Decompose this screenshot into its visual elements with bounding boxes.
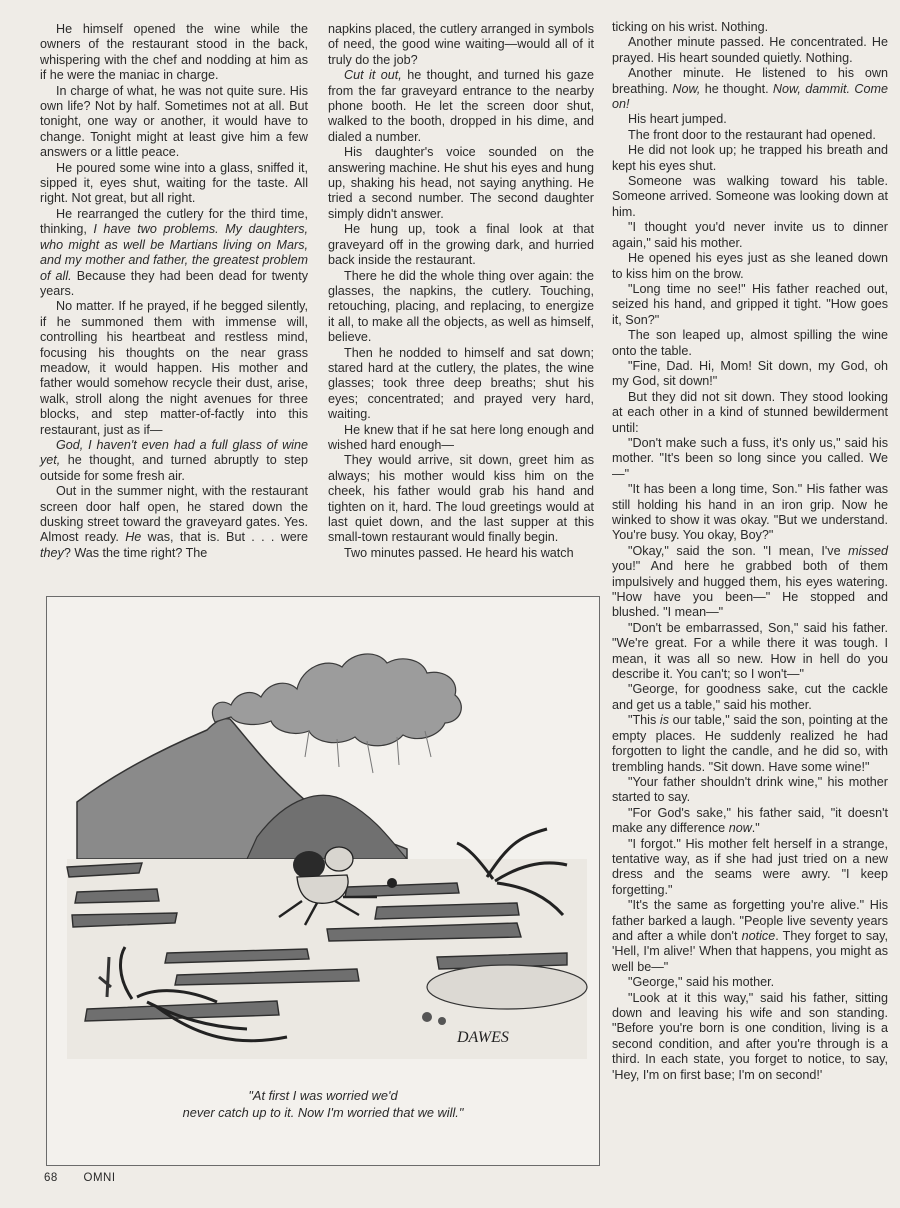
- text-run: Then he nodded to himself and sat down; stared hard at the cutlery, the plates, the wine glasses; took three deep breaths; shut his eyes; concentrated; and prayed very hard, waiting.: [328, 345, 594, 422]
- cartoon-caption: [47, 1087, 599, 1121]
- text-run: He himself opened the wine while the owners of the restaurant stood in the back, whispering with the chef and nodding at him as if he were the maniac in charge.: [40, 22, 308, 83]
- paragraph: [612, 837, 888, 899]
- paragraph: [40, 438, 308, 484]
- stone: [422, 1012, 432, 1022]
- text-run: "Okay," said the son. "I mean, I've: [628, 543, 849, 558]
- text-run: you!" And here he grabbed both of them impulsively and hugged them, his eyes watering. "How have you been—" He stopped and blushed. "I mean—": [612, 559, 888, 620]
- text-run: He opened his eyes just as she leaned down to kiss him on the brow.: [612, 251, 888, 281]
- italic-text: Now, dammit. Come on!: [612, 81, 888, 112]
- text-run: Another minute. He listened to his own breathing.: [612, 66, 888, 96]
- text-run: The front door to the restaurant had opened.: [628, 127, 876, 142]
- text-run: "Don't make such a fuss, it's only us," said his mother. "It's been so long since you called. We—": [612, 435, 888, 481]
- paragraph: [328, 145, 594, 222]
- paragraph: [612, 174, 888, 220]
- caption-line-1: "At first I was worried we'd: [248, 1088, 398, 1103]
- page-footer: [44, 1172, 138, 1184]
- paragraph: [328, 22, 594, 68]
- paragraph: [612, 544, 888, 621]
- cartoon-panel: [46, 596, 600, 1166]
- text-run: "Don't be embarrassed, Son," said his father. "We're great. For a while there it was tough. I mean, it was all so new. How in hell do you describe it. You can't; so I won't—": [612, 620, 888, 682]
- italic-text: missed: [848, 543, 888, 558]
- text-run: . They forget to say, 'Hell, I'm alive!' When that happens, you might as well be—": [612, 928, 888, 974]
- paragraph: [612, 991, 888, 1083]
- text-run: "Long time no see!" His father reached out, seized his hand, and gripped it tight. "How goes it, Son?": [612, 281, 888, 327]
- text-run: "Fine, Dad. Hi, Mom! Sit down, my God, oh my God, sit down!": [612, 358, 888, 389]
- italic-text: is: [659, 713, 669, 728]
- smoke-cloud: [212, 654, 461, 746]
- paragraph: [612, 220, 888, 251]
- text-run: our table," said the son, pointing at the empty places. He suddenly realized he had forgotten to light the candle, and he did so, with trembling hands. "Sit down. Have some wine!": [612, 713, 888, 774]
- italic-text: notice: [741, 928, 776, 943]
- text-run: he thought.: [700, 81, 773, 96]
- italic-text: Cut it out,: [344, 68, 402, 83]
- text-run: There he did the whole thing over again: the glasses, the napkins, the cutlery. Touching, retouching, placing, and replacing, to energize it all, to make all the objects, as well as himself, believe.: [328, 268, 594, 345]
- text-run: But they did not sit down. They stood looking at each other in a kind of stunned bewilderment until:: [612, 389, 888, 435]
- text-run: Another minute passed. He concentrated. He prayed. His heart sounded quietly. Nothing.: [612, 35, 888, 65]
- text-run: He hung up, took a final look at that graveyard off in the growing dark, and hurried back inside the restaurant.: [328, 222, 594, 268]
- paragraph: [612, 390, 888, 436]
- text-run: Someone was walking toward his table. Someone arrived. Someone was looking down at him.: [612, 174, 888, 219]
- page-number: 68: [44, 1172, 58, 1184]
- paragraph: [612, 806, 888, 837]
- text-run: Out in the summer night, with the restaurant screen door half open, he stared down the dusking street toward the graveyard gates. Yes. Almost ready.: [40, 484, 308, 545]
- paragraph: [612, 682, 888, 713]
- italic-text: He: [125, 530, 142, 545]
- text-run: He did not look up; he trapped his breath and kept his eyes shut.: [612, 143, 888, 173]
- text-run: "This: [628, 713, 660, 728]
- text-run: "George, for goodness sake, cut the cackle and get us a table," said his mother.: [612, 682, 888, 712]
- paragraph: [328, 269, 594, 346]
- text-run: His daughter's voice sounded on the answering machine. He shut his eyes and hung up, shaking his head, not saying anything. He tried a second number. The second daughter simply didn't answer.: [328, 145, 594, 221]
- paragraph: [612, 20, 888, 35]
- text-column-1: [40, 22, 308, 561]
- paragraph: [40, 484, 308, 561]
- paragraph: [612, 35, 888, 66]
- paragraph: [612, 975, 888, 990]
- paragraph: [612, 359, 888, 390]
- paragraph: [328, 423, 594, 454]
- text-run: "I forgot." His mother felt herself in a strange, tentative way, as if she had just tried on a new dress and the seams were awry. "I keep forgetting.": [612, 836, 888, 897]
- paragraph: [40, 207, 308, 299]
- paragraph: [612, 898, 888, 975]
- paragraph: [328, 68, 594, 145]
- paragraph: [612, 482, 888, 544]
- text-run: He poured some wine into a glass, sniffed it, sipped it, eyes shut, waiting for the taste. All right. Not great, but all right.: [40, 160, 308, 206]
- paragraph: [612, 128, 888, 143]
- text-run: His heart jumped.: [628, 112, 727, 127]
- paragraph: [612, 66, 888, 112]
- stone: [438, 1017, 446, 1025]
- text-run: Two minutes passed. He heard his watch: [344, 545, 574, 560]
- paragraph: [612, 775, 888, 806]
- paragraph: [612, 251, 888, 282]
- text-run: ticking on his wrist. Nothing.: [612, 20, 769, 34]
- text-column-2: [328, 22, 594, 561]
- text-run: ? Was the time right? The: [63, 545, 208, 560]
- text-run: .": [751, 821, 760, 836]
- text-run: He rearranged the cutlery for the third time, thinking,: [40, 206, 308, 237]
- text-run: "I thought you'd never invite us to dinner again," said his mother.: [612, 220, 888, 250]
- text-run: No matter. If he prayed, if he begged silently, if he summoned them with immense will, controlling his heartbeat and restless mind, focusing his thoughts on the near grass meadow, it would happen. His mother and father would somehow recycle their dust, arise, walk, stroll along the night avenues for three blocks, and step matter-of-factly into this restaurant, just as if—: [40, 299, 308, 437]
- paragraph: [328, 222, 594, 268]
- paragraph: [612, 112, 888, 127]
- paragraph: [612, 713, 888, 775]
- paragraph: [328, 453, 594, 545]
- text-run: "It has been a long time, Son." His father was still holding his hand in an iron grip. Now he winked to show it was okay. "But we understand. You're busy. You okay, Boy?": [612, 482, 888, 543]
- text-run: was, that is. But . . . were: [141, 530, 308, 545]
- caption-line-2: never catch up to it. Now I'm worried that we will.": [182, 1105, 464, 1120]
- paragraph: [328, 346, 594, 423]
- italic-text: Now,: [672, 81, 701, 96]
- paragraph: [40, 299, 308, 438]
- italic-text: they: [40, 545, 64, 560]
- paragraph: [612, 143, 888, 174]
- paragraph: [40, 161, 308, 207]
- pond: [427, 965, 587, 1009]
- text-run: he thought, and turned his gaze from the far graveyard entrance to the nearby phone booth. He let the screen door shut, walked to the booth, dropped in his dime, and dialed a number.: [328, 68, 594, 144]
- text-run: Because they had been dead for twenty years.: [40, 268, 308, 298]
- italic-text: God, I haven't even had a full glass of wine yet,: [40, 437, 308, 468]
- paragraph: [612, 282, 888, 328]
- text-run: They would arrive, sit down, greet him as always; his mother would kiss him on the cheek, his father would grab his hand and tighten on it, hard. The loud greetings would at last quiet down, and the last supper at this small-town restaurant would finally begin.: [328, 453, 594, 545]
- text-run: In charge of what, he was not quite sure. His own life? Not by half. Sometimes not at all. But tonight, one way or another, it would have to change. Tonight might at least give him a few answers or a little peace.: [40, 83, 308, 160]
- text-run: "Look at it this way," said his father, sitting down and leaving his wife and son standing. "Before you're born is one condition, living is a second condition, and after you're through is a third. In each state, you forget to notice, to say, 'Hey, I'm on first base; I'm on second!': [612, 990, 888, 1082]
- cartoon-illustration: [47, 597, 599, 1077]
- text-run: "For God's sake," his father said, "it doesn't make any difference: [612, 805, 888, 836]
- paragraph: [40, 22, 308, 84]
- italic-text: now: [728, 821, 752, 836]
- paragraph: [40, 84, 308, 161]
- text-run: napkins placed, the cutlery arranged in symbols of need, the good wine waiting—would all of it truly do the job?: [328, 22, 595, 67]
- paragraph: [328, 546, 594, 561]
- paragraph: [612, 328, 888, 359]
- text-run: "Your father shouldn't drink wine," his mother started to say.: [612, 774, 888, 805]
- text-run: "George," said his mother.: [628, 975, 775, 990]
- paragraph: [612, 621, 888, 683]
- paragraph: [612, 436, 888, 482]
- text-run: "It's the same as forgetting you're alive." His father barked a laugh. "People live seventy years and after a while don't: [612, 898, 888, 943]
- italic-text: I have two problems. My daughters, who might as well be Martians living on Mars, and my mother and father, the greatest problem of all.: [40, 222, 308, 283]
- artist-signature: DAWES: [457, 1029, 509, 1046]
- text-run: he thought, and turned abruptly to step outside for some fresh air.: [40, 453, 308, 483]
- text-run: He knew that if he sat here long enough and wished hard enough—: [328, 422, 594, 452]
- text-run: The son leaped up, almost spilling the wine onto the table.: [612, 328, 888, 358]
- magazine-name: OMNI: [83, 1172, 116, 1184]
- text-column-3: [612, 20, 888, 1083]
